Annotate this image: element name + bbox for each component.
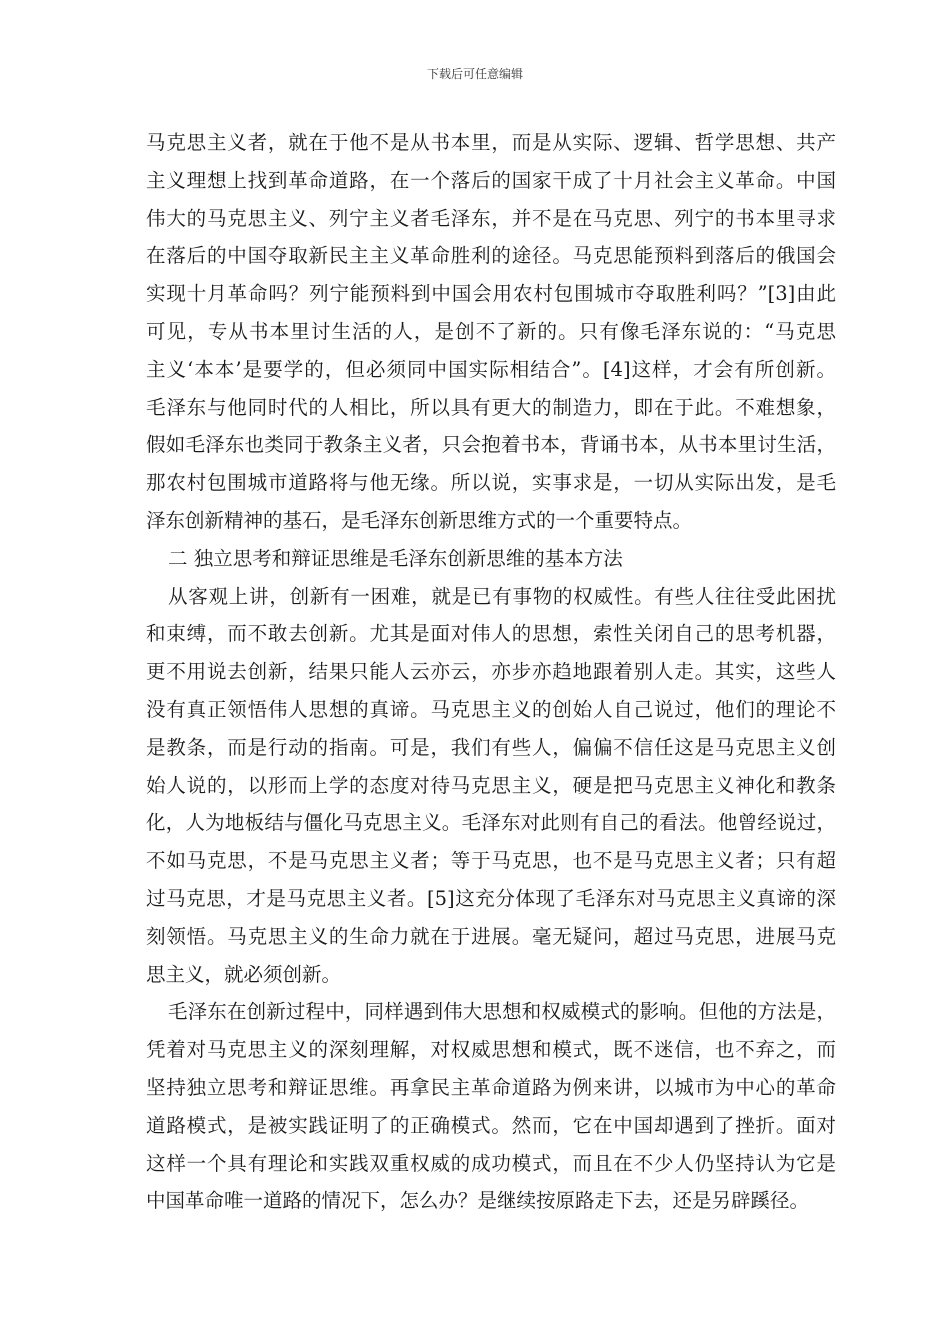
text-line: 在落后的中国夺取新民主主义革命胜利的途径。马克思能预料到落后的俄国会: [146, 244, 836, 268]
text-line: 伟大的马克思主义、列宁主义者毛泽东，并不是在马克思、列宁的书本里寻求: [146, 206, 836, 230]
text-line: 思主义，就必须创新。: [146, 962, 342, 986]
text-line: 不如马克思，不是马克思主义者；等于马克思，也不是马克思主义者；只有超: [146, 849, 836, 873]
text-line: 主义理想上找到革命道路，在一个落后的国家干成了十月社会主义革命。中国: [146, 168, 836, 192]
text-line: 毛泽东与他同时代的人相比，所以具有更大的制造力，即在于此。不难想象，: [146, 395, 836, 419]
text-line: 从客观上讲，创新有一困难，就是已有事物的权威性。有些人往往受此困扰: [168, 584, 836, 608]
text-line: 马克思主义者，就在于他不是从书本里，而是从实际、逻辑、哲学思想、共产: [146, 131, 836, 154]
document-body: [146, 124, 836, 1220]
text-line: 假如毛泽东也类同于教条主义者，只会抱着书本，背诵书本，从书本里讨生活，: [146, 433, 836, 457]
paragraph-1: [146, 124, 836, 540]
section-heading: [146, 540, 836, 578]
paragraph-2: [146, 578, 836, 994]
text-line: 主义‘本本’是要学的，但必须同中国实际相结合”。[4]这样，才会有所创新。: [146, 357, 836, 381]
text-line: 刻领悟。马克思主义的生命力就在于进展。毫无疑问，超过马克思，进展马克: [146, 924, 836, 948]
text-line: 道路模式，是被实践证明了的正确模式。然而，它在中国却遇到了挫折。面对: [146, 1113, 836, 1137]
text-line: 那农村包围城市道路将与他无缘。所以说，实事求是，一切从实际出发，是毛: [146, 471, 836, 495]
text-line: 化，人为地板结与僵化马克思主义。毛泽东对此则有自己的看法。他曾经说过，: [146, 811, 836, 835]
text-line: 更不用说去创新，结果只能人云亦云，亦步亦趋地跟着别人走。其实，这些人: [146, 660, 836, 684]
text-line: 是教条，而是行动的指南。可是，我们有些人，偏偏不信任这是马克思主义创: [146, 735, 836, 759]
text-line: 和束缚，而不敢去创新。尤其是面对伟人的思想，索性关闭自己的思考机器，: [146, 622, 836, 646]
text-line: 中国革命唯一道路的情况下，怎么办？是继续按原路走下去，还是另辟蹊径。: [146, 1189, 810, 1213]
text-line: 实现十月革命吗？列宁能预料到中国会用农村包围城市夺取胜利吗？”[3]由此: [146, 282, 836, 306]
text-line: 没有真正领悟伟人思想的真谛。马克思主义的创始人自己说过，他们的理论不: [146, 697, 836, 721]
text-line: 可见，专从书本里讨生活的人，是创不了新的。只有像毛泽东说的：“马克思: [146, 319, 836, 343]
text-line: 泽东创新精神的基石，是毛泽东创新思维方式的一个重要特点。: [146, 508, 693, 532]
text-line: 毛泽东在创新过程中，同样遇到伟大思想和权威模式的影响。但他的方法是，: [168, 1000, 836, 1024]
text-line: 过马克思，才是马克思主义者。[5]这充分体现了毛泽东对马克思主义真谛的深: [146, 886, 836, 910]
text-line: 坚持独立思考和辩证思维。再拿民主革命道路为例来讲，以城市为中心的革命: [146, 1075, 836, 1099]
text-line: 始人说的，以形而上学的态度对待马克思主义，硬是把马克思主义神化和教条: [146, 773, 836, 797]
section-heading-text: 二 独立思考和辩证思维是毛泽东创新思维的基本方法: [168, 546, 623, 570]
page-header: 下载后可任意编辑: [426, 67, 523, 81]
paragraph-3: [146, 993, 836, 1220]
text-line: 这样一个具有理论和实践双重权威的成功模式，而且在不少人仍坚持认为它是: [146, 1151, 836, 1175]
text-line: 凭着对马克思主义的深刻理解，对权威思想和模式，既不迷信，也不弃之，而: [146, 1038, 836, 1062]
